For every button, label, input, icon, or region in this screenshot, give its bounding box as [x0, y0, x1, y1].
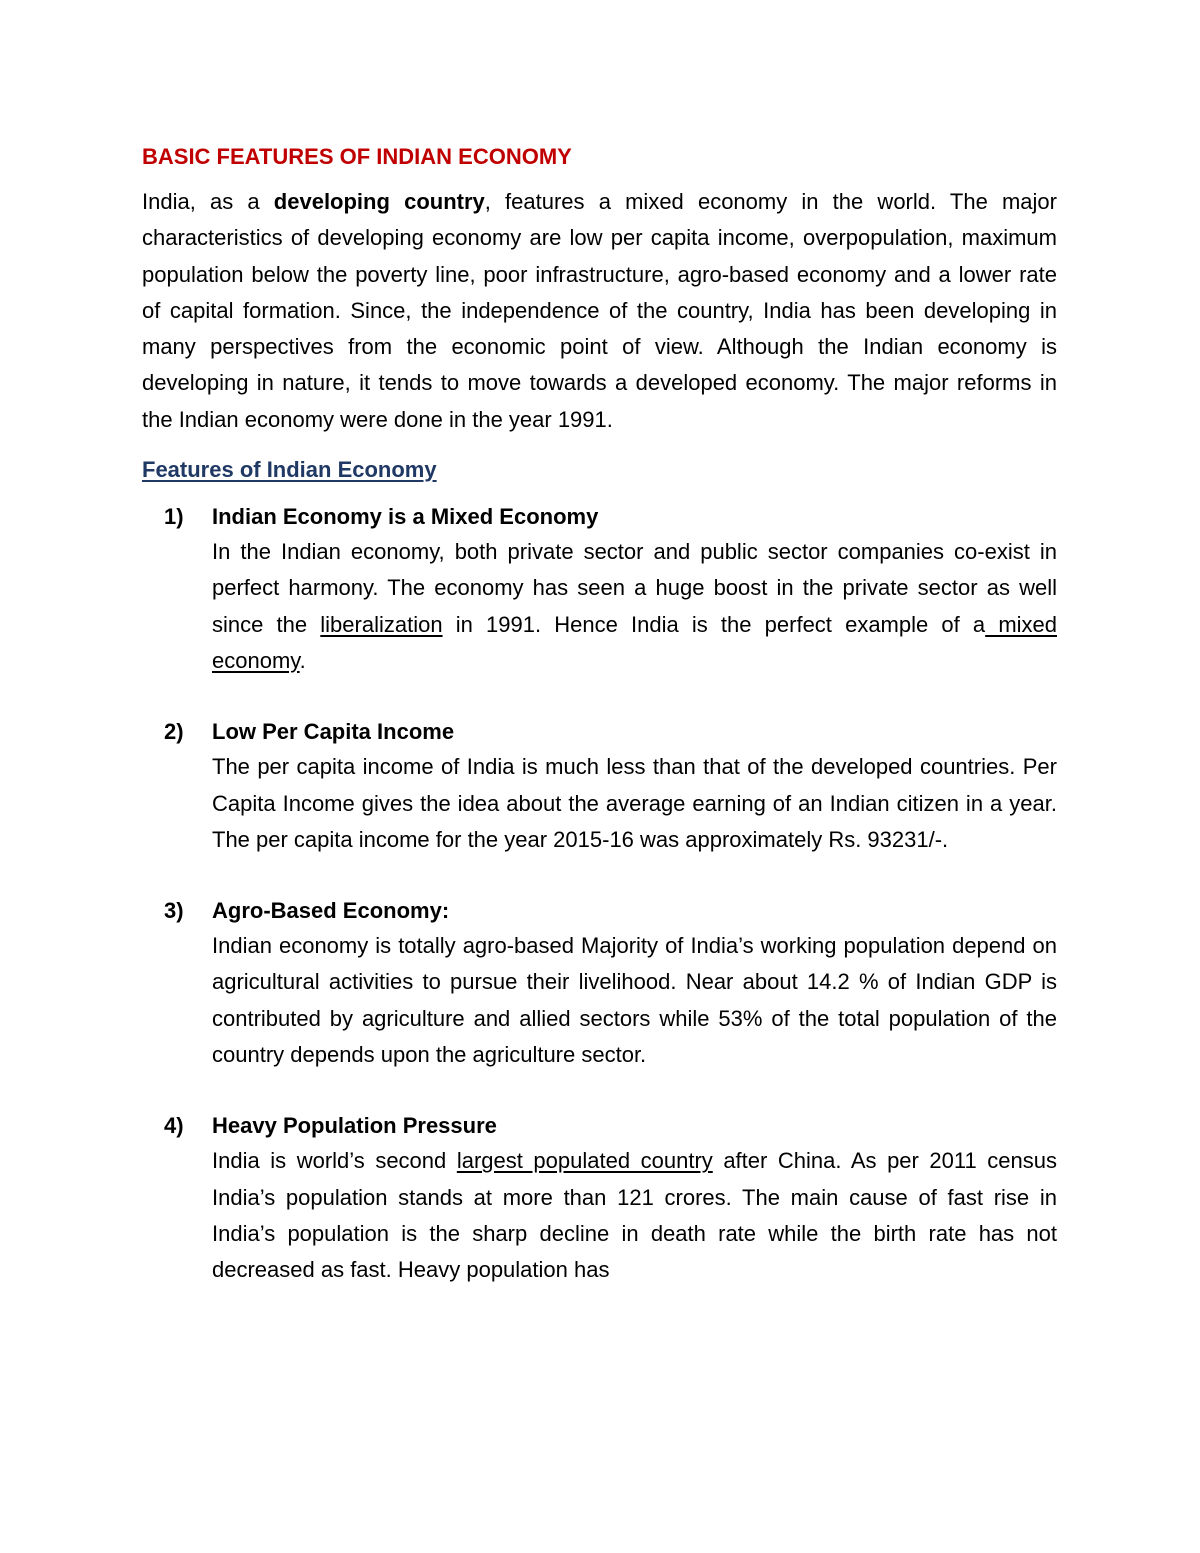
feature-title: Agro-Based Economy: [212, 898, 450, 924]
intro-prefix: India, as a [142, 189, 274, 214]
document-page [142, 140, 1057, 1289]
intro-bold-term: developing country [273, 189, 485, 214]
feature-body [212, 534, 1057, 679]
feature-body-text: In the Indian economy, both private sector and public sector companies co-exist in perfect harmony. The economy has seen a huge boost in the private sector as well since the [212, 539, 1057, 637]
feature-body: Indian economy is totally agro-based Majority of India’s working population depend on agricultural activities to pursue their livelihood. Near about 14.2 % of Indian GDP is contributed by agriculture and allied sectors while 53% of the total population of the country depends upon the agriculture sector. [212, 933, 1057, 1068]
feature-item-population-pressure [142, 1109, 1057, 1288]
feature-body-text: in 1991. Hence India is the perfect example of a [442, 611, 986, 637]
feature-item-mixed-economy [142, 500, 1057, 679]
largest-populated-country-link[interactable]: largest populated country [456, 1148, 713, 1174]
feature-item-per-capita-income [142, 715, 1057, 858]
feature-number: 1) [164, 504, 184, 530]
feature-item-agro-based [142, 894, 1057, 1073]
liberalization-link[interactable]: liberalization [320, 611, 443, 637]
feature-number: 2) [164, 719, 184, 745]
feature-number: 4) [164, 1113, 184, 1139]
feature-body-text: India is world’s second [212, 1148, 457, 1174]
feature-title: Heavy Population Pressure [212, 1113, 497, 1139]
feature-body-text: . [299, 647, 306, 673]
feature-title: Low Per Capita Income [212, 719, 455, 745]
intro-paragraph [142, 184, 1057, 438]
feature-title: Indian Economy is a Mixed Economy [212, 504, 599, 530]
feature-body [212, 1143, 1057, 1288]
section-heading: Features of Indian Economy [142, 457, 437, 483]
features-list [142, 500, 1057, 1288]
document-title: BASIC FEATURES OF INDIAN ECONOMY [142, 144, 572, 169]
feature-body: The per capita income of India is much less than that of the developed countries. Per Capita Income gives the idea about the average earning of an Indian citizen in a year. The per capita income for the year 2015-16 was approximately Rs. 93231/-. [212, 754, 1057, 852]
feature-number: 3) [164, 898, 184, 924]
mixed-economy-link[interactable]: mixed economy [212, 611, 1058, 673]
intro-suffix: , features a mixed economy in the world. The major characteristics of developing economy are low per capita income, overpopulation, maximum population below the poverty line, poor infrastructure, agro-based economy and a lower rate of capital formation. Since, the independence of the country, India has been developing in many perspectives from the economic point of view. Although the Indian economy is developing in nature, it tends to move towards a developed economy. The major reforms in the Indian economy were done in the year 1991. [142, 189, 1057, 432]
feature-body-text: after China. As per 2011 census India’s population stands at more than 121 crores. The main cause of fast rise in India’s population is the sharp decline in death rate while the birth rate has not decreased as fast. Heavy population has [212, 1148, 1057, 1283]
